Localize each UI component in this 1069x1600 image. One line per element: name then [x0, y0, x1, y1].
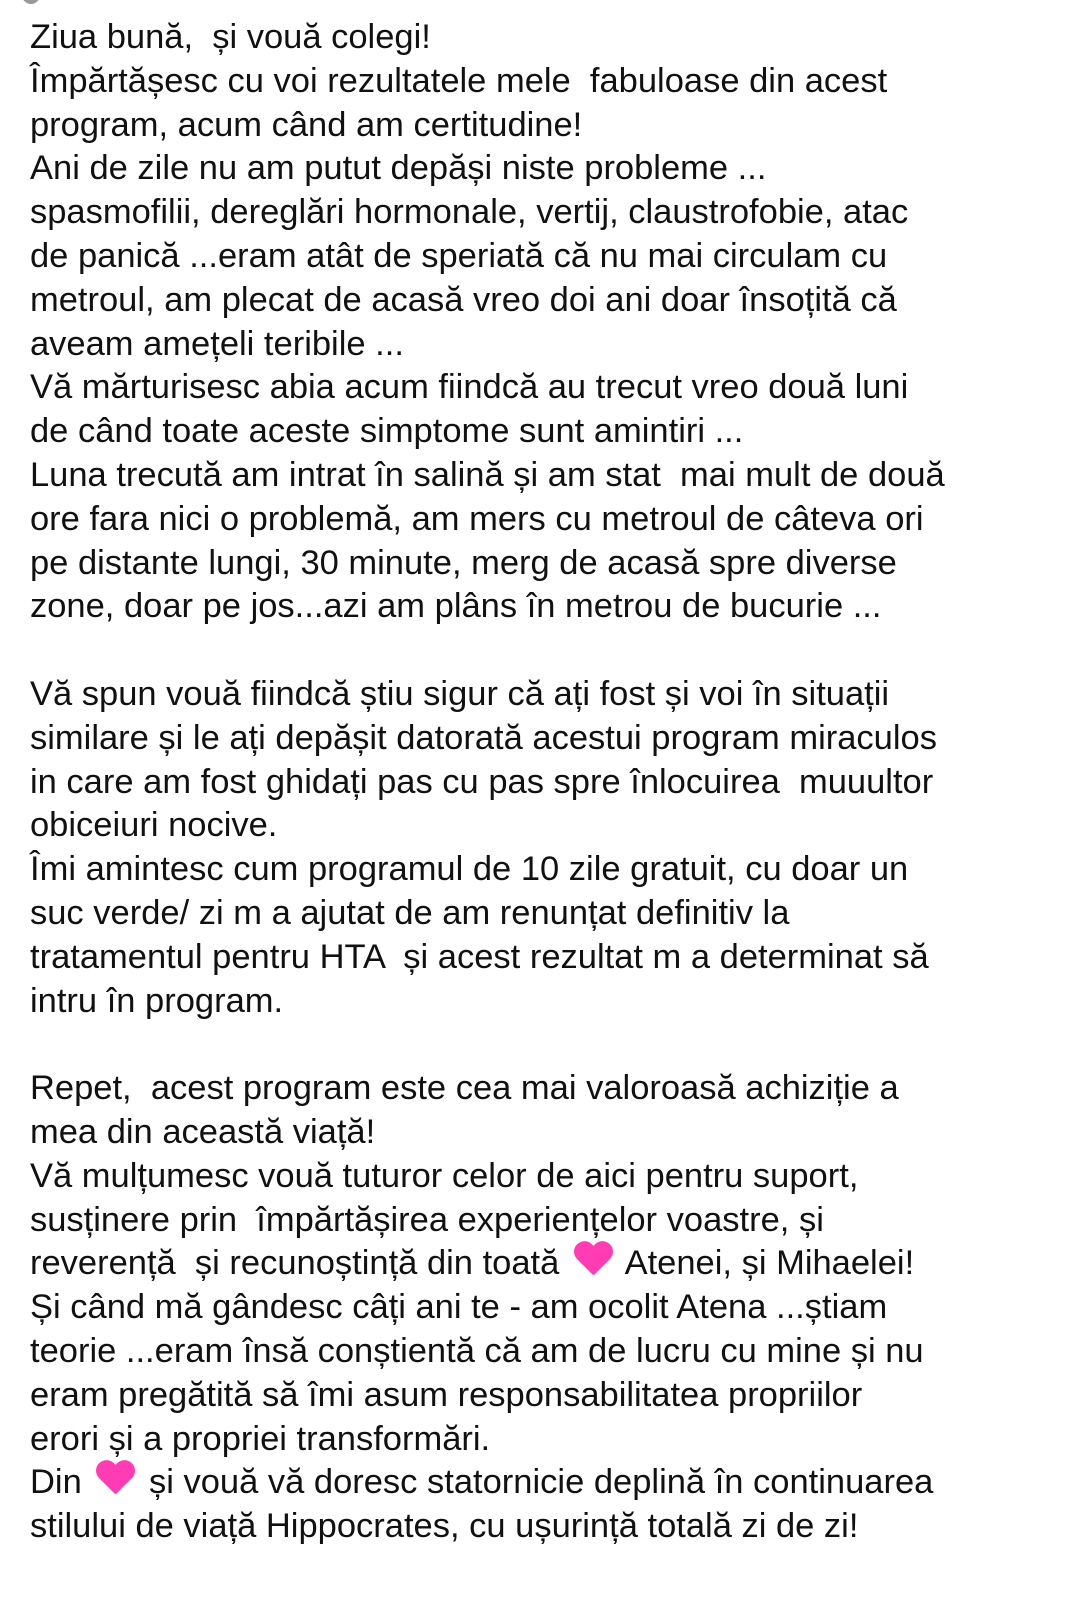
- post-line-part: și vouă vă doresc statornicie deplină în continuarea: [139, 1463, 934, 1502]
- post-line: susținere prin împărtășirea experiențelor voastre, și: [30, 1200, 824, 1239]
- post-line: pe distante lungi, 30 minute, merg de acasă spre diverse: [30, 543, 897, 582]
- post-line: [30, 1461, 1060, 1505]
- post-line-part: Atenei, și Mihaelei!: [616, 1244, 915, 1283]
- heart-icon: [95, 1461, 135, 1497]
- post-line: metroul, am plecat de acasă vreo doi ani doar însoțită că: [30, 280, 897, 319]
- post-line: in care am fost ghidați pas cu pas spre înlocuirea muuultor: [30, 762, 934, 801]
- post-line: Împărtășesc cu voi rezultatele mele fabuloase din acest: [30, 61, 888, 100]
- paragraph-break: [30, 629, 1060, 673]
- post-line: Îmi amintesc cum programul de 10 zile gratuit, cu doar un: [30, 850, 909, 889]
- post-line-part: Din: [30, 1463, 82, 1502]
- post-line-part: reverență și recunoștință din toată: [30, 1244, 560, 1283]
- post-line: Și când mă gândesc câți ani te - am ocolit Atena ...știam: [30, 1288, 888, 1327]
- post-line: Ani de zile nu am putut depăși niste probleme ...: [30, 149, 767, 188]
- post-line: intru în program.: [30, 981, 284, 1020]
- post-line: de când toate aceste simptome sunt amintiri ...: [30, 412, 744, 451]
- post-line: spasmofilii, dereglări hormonale, vertij, claustrofobie, atac: [30, 193, 909, 232]
- post-line: Vă mărturisesc abia acum fiindcă au trecut vreo două luni: [30, 368, 909, 407]
- post-line: [30, 1242, 1060, 1286]
- post-line: similare și le ați depășit datorată acestui program miraculos: [30, 718, 937, 757]
- post-line: aveam amețeli teribile ...: [30, 324, 404, 363]
- post-line: zone, doar pe jos...azi am plâns în metrou de bucurie ...: [30, 587, 882, 626]
- post-line: eram pregătită să îmi asum responsabilitatea propriilor: [30, 1375, 863, 1414]
- post-line: ore fara nici o problemă, am mers cu metroul de câteva ori: [30, 499, 924, 538]
- post-line: erori și a propriei transformări.: [30, 1419, 491, 1458]
- post-line: de panică ...eram atât de speriată că nu mai circulam cu: [30, 236, 888, 275]
- post-line: Ziua bună, și vouă colegi!: [30, 18, 431, 56]
- paragraph-break: [30, 1023, 1060, 1067]
- post-line: tratamentul pentru HTA și acest rezultat m a determinat să: [30, 937, 929, 976]
- post-line: suc verde/ zi m a ajutat de am renunțat definitiv la: [30, 893, 790, 932]
- post-line: stilului de viață Hippocrates, cu ușurință totală zi de zi!: [30, 1507, 859, 1546]
- post-line: program, acum când am certitudine!: [30, 105, 583, 144]
- post-line: Vă mulțumesc vouă tuturor celor de aici pentru suport,: [30, 1156, 859, 1195]
- post-line: obiceiuri nocive.: [30, 806, 278, 845]
- post-line: teorie ...eram însă conștientă că am de lucru cu mine și nu: [30, 1331, 924, 1370]
- post-text: [30, 16, 1060, 1549]
- post-line: mea din această viață!: [30, 1112, 376, 1151]
- post-line: Vă spun vouă fiindcă știu sigur că ați fost și voi în situații: [30, 674, 890, 713]
- post-line: Luna trecută am intrat în salină și am stat mai mult de două: [30, 455, 945, 494]
- heart-icon: [573, 1242, 613, 1278]
- post-line: Repet, acest program este cea mai valoroasă achiziție a: [30, 1069, 899, 1108]
- avatar-edge: [22, 0, 40, 4]
